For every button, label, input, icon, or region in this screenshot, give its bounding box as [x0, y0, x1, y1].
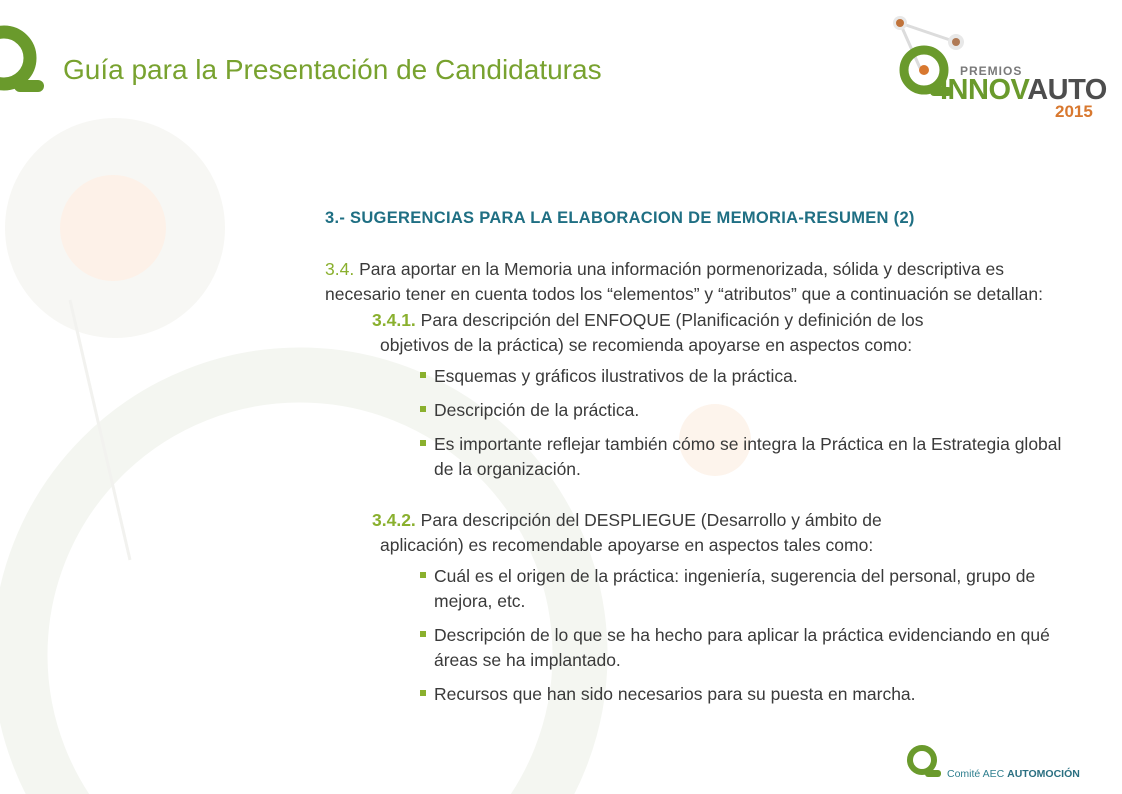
brand-auto-text: AUTO — [1027, 74, 1107, 106]
list-item: Descripción de lo que se ha hecho para aplicar la práctica evidenciando en qué áreas se ha implantado. — [420, 623, 1080, 673]
intro-paragraph — [325, 257, 1060, 307]
footer-label — [947, 768, 1080, 780]
intro-number: 3.4. — [325, 259, 355, 279]
footer-label-bold: AUTOMOCIÓN — [1007, 768, 1080, 780]
footer-label-prefix: Comité AEC — [947, 768, 1005, 780]
intro-text: Para aportar en la Memoria una información pormenorizada, sólida y descriptiva es necesario tener en cuenta todos los “elementos” y “atributos” que a continuación se detallan: — [325, 259, 1043, 304]
despliegue-number: 3.4.2. — [372, 510, 416, 530]
despliegue-bullet-list — [420, 564, 1080, 707]
brand-year: 2015 — [1055, 102, 1093, 121]
enfoque-text-line1: Para descripción del ENFOQUE (Planificación y definición de los — [420, 310, 924, 330]
enfoque-text-line2: objetivos de la práctica) se recomienda apoyarse en aspectos como: — [380, 335, 913, 355]
main-content — [325, 206, 1085, 716]
page-title: Guía para la Presentación de Candidaturas — [63, 54, 602, 85]
list-item: Cuál es el origen de la práctica: ingeniería, sugerencia del personal, grupo de mejora, etc. — [420, 564, 1080, 614]
despliegue-paragraph — [372, 508, 1079, 558]
despliegue-text-line2: aplicación) es recomendable apoyarse en aspectos tales como: — [380, 535, 874, 555]
comite-aec-footer-logo — [905, 742, 1115, 782]
section-heading: 3.- SUGERENCIAS PARA LA ELABORACION DE MEMORIA-RESUMEN (2) — [325, 209, 915, 227]
list-item: Es importante reflejar también cómo se integra la Práctica en la Estrategia global de la organización. — [420, 432, 1080, 482]
list-item: Recursos que han sido necesarios para su puesta en marcha. — [420, 682, 1080, 707]
list-item: Descripción de la práctica. — [420, 398, 1080, 423]
enfoque-number: 3.4.1. — [372, 310, 416, 330]
despliegue-text-line1: Para descripción del DESPLIEGUE (Desarrollo y ámbito de — [420, 510, 882, 530]
enfoque-bullet-list — [420, 364, 1080, 482]
premios-innovauto-logo — [880, 10, 1120, 130]
brand-innov-text: INNOV — [940, 74, 1028, 106]
brand-premios-label: PREMIOS — [960, 64, 1023, 78]
aec-q-logo-icon — [0, 20, 46, 98]
enfoque-paragraph — [372, 308, 1079, 358]
list-item: Esquemas y gráficos ilustrativos de la práctica. — [420, 364, 1080, 389]
aec-footer-q-icon — [905, 742, 945, 782]
